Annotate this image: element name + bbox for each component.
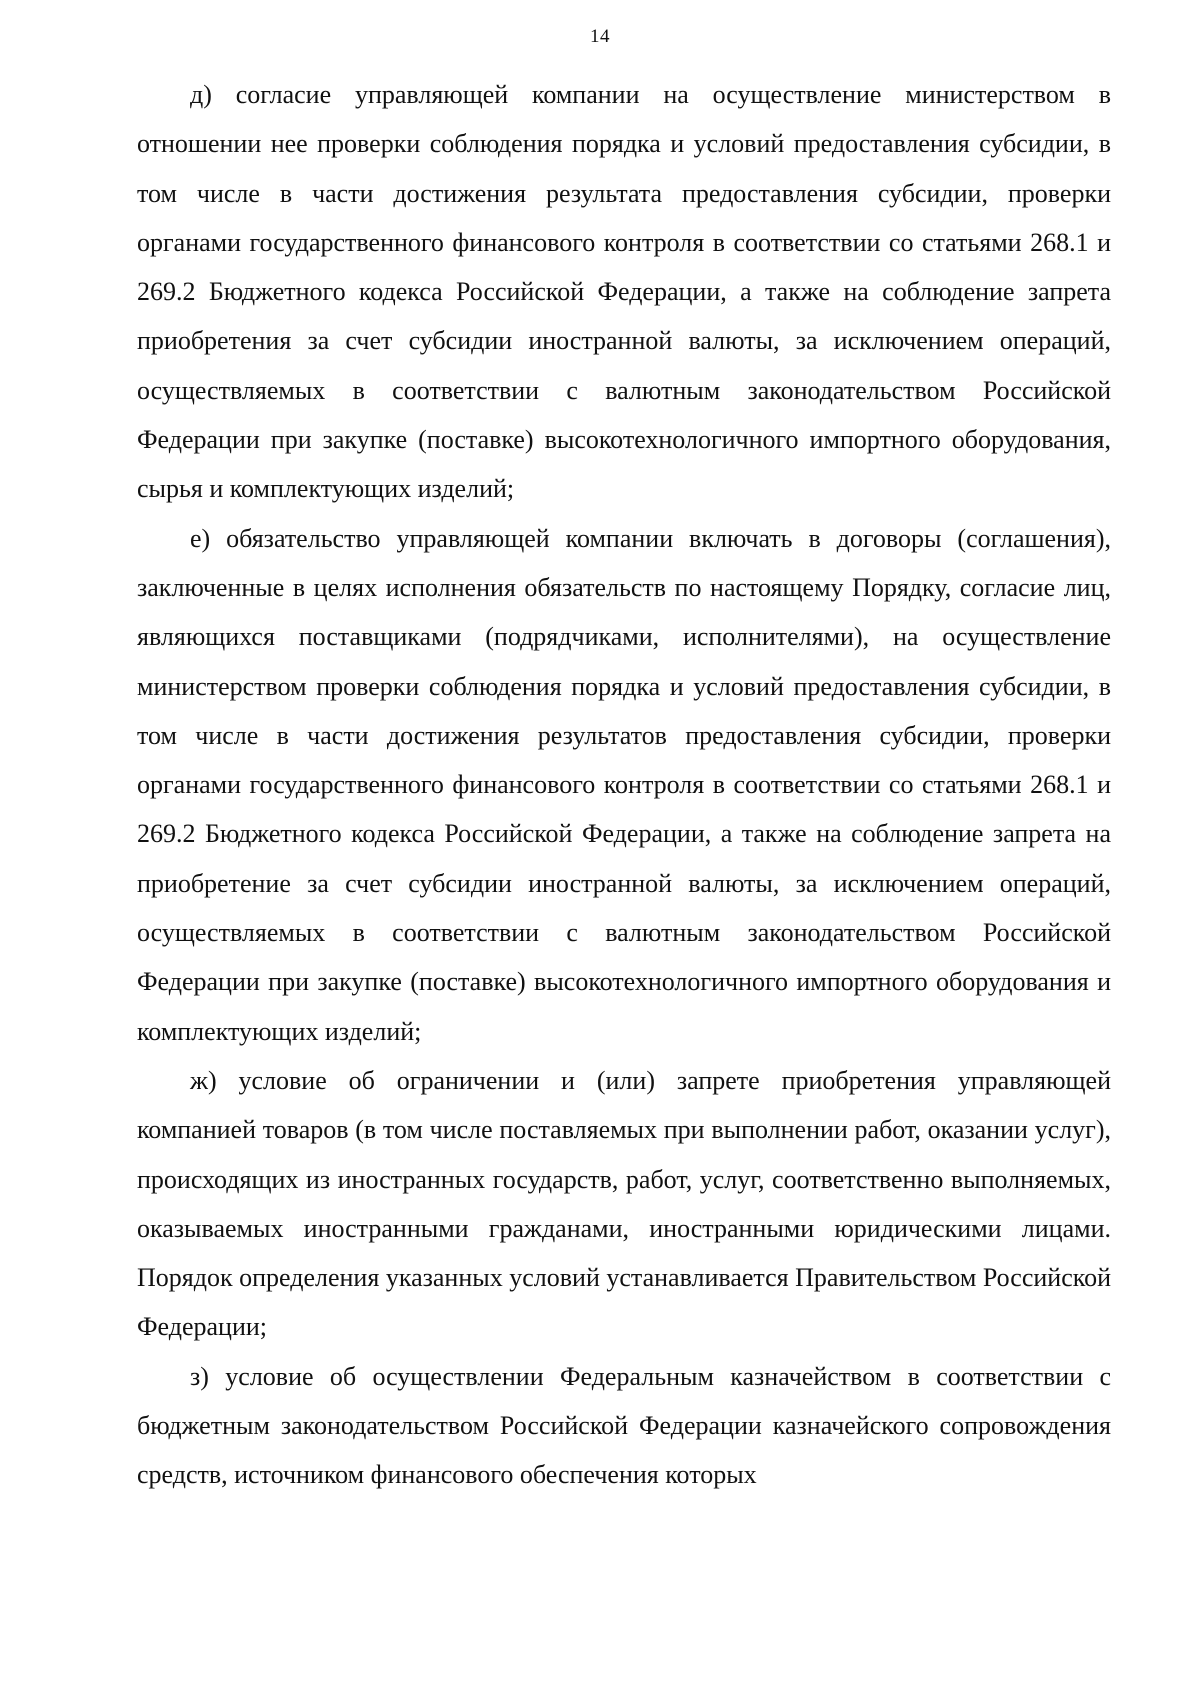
paragraph-e: е) обязательство управляющей компании включать в договоры (соглашения), заключенные в целях исполнения обязательств по настоящему Порядку, согласие лиц, являющихся поставщиками (подрядчиками, исполнителями), на осуществление министерством проверки соблюдения порядка и условий предоставления субсидии, в том числе в части достижения результатов предоставления субсидии, проверки органами государственного финансового контроля в соответствии со статьями 268.1 и 269.2 Бюджетного кодекса Российской Федерации, а также на соблюдение запрета на приобретение за счет субсидии иностранной валюты, за исключением операций, осуществляемых в соответствии с валютным законодательством Российской Федерации при закупке (поставке) высокотехнологичного импортного оборудования и комплектующих изделий; <box>137 523 1111 1046</box>
page-number: 14 <box>590 26 610 47</box>
paragraph-z: з) условие об осуществлении Федеральным казначейством в соответствии с бюджетным законодательством Российской Федерации казначейского сопровождения средств, источником финансового обеспечения которых <box>137 1361 1111 1490</box>
paragraph-d: д) согласие управляющей компании на осуществление министерством в отношении нее проверки соблюдения порядка и условий предоставления субсидии, в том числе в части достижения результата предоставления субсидии, проверки органами государственного финансового контроля в соответствии со статьями 268.1 и 269.2 Бюджетного кодекса Российской Федерации, а также на соблюдение запрета приобретения за счет субсидии иностранной валюты, за исключением операций, осуществляемых в соответствии с валютным законодательством Российской Федерации при закупке (поставке) высокотехнологичного импортного оборудования, сырья и комплектующих изделий; <box>137 80 1111 504</box>
paragraph-zh: ж) условие об ограничении и (или) запрете приобретения управляющей компанией товаров (в том числе поставляемых при выполнении работ, оказании услуг), происходящих из иностранных государств, работ, услуг, соответственно выполняемых, оказываемых иностранными гражданами, иностранными юридическими лицами. Порядок определения указанных условий устанавливается Правительством Российской Федерации; <box>137 1065 1111 1342</box>
document-body <box>137 70 1111 1500</box>
